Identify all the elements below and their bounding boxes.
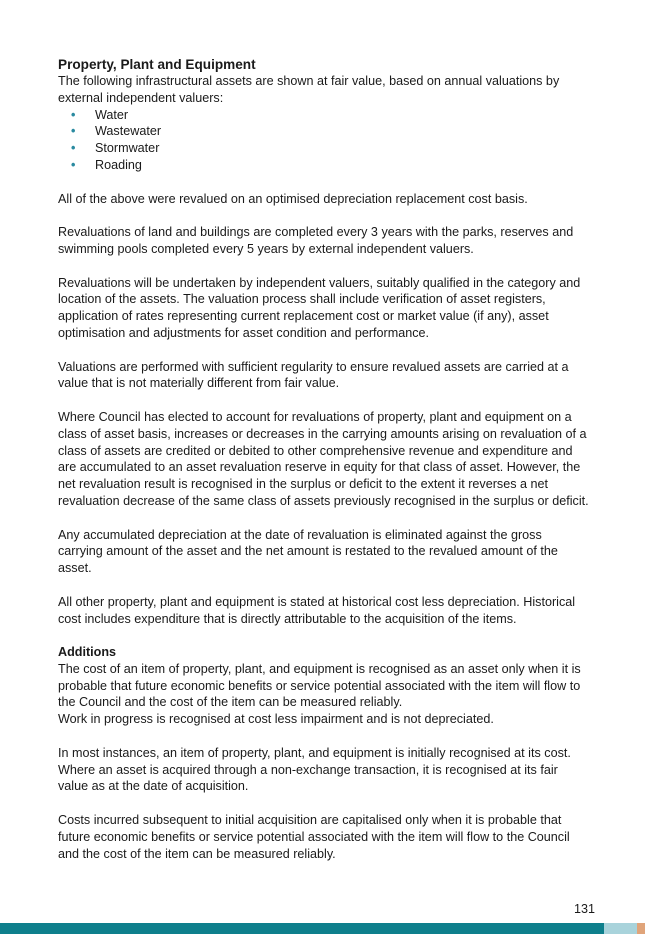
footer-bar-light (604, 923, 637, 934)
paragraph-initial-cost: In most instances, an item of property, plant, and equipment is initially recognised at its cost. Where an asset is acquired through a non-exchange transaction, it is recognised at its fair value as at the date of acquisition. (58, 745, 571, 794)
list-item-label: Stormwater (95, 141, 160, 156)
footer-bar (0, 923, 645, 934)
paragraph-accumulated-depreciation: Any accumulated depreciation at the date of revaluation is eliminated against the gross carrying amount of the asset and the net amount is restated to the revalued amount of the asset. (58, 527, 558, 576)
additions-heading: Additions (58, 645, 117, 660)
paragraph-subsequent-costs: Costs incurred subsequent to initial acquisition are capitalised only when it is probable that future economic benefits or service potential associated with the item will flow to the Council and the cost of the item can be measured reliably. (58, 813, 570, 861)
footer-bar-main (0, 923, 604, 934)
list-item (58, 107, 590, 124)
page-number: 131 (573, 902, 595, 916)
paragraph-work-in-progress: Work in progress is recognised at cost less impairment and is not depreciated. (58, 712, 494, 727)
asset-list (58, 107, 590, 174)
list-item (58, 157, 590, 174)
bullet-icon: • (71, 107, 76, 122)
paragraph-class-revaluation: Where Council has elected to account for revaluations of property, plant and equipment on a class of asset basis, increases or decreases in the carrying amounts arising on revaluation of a class of assets are credited or debited to other comprehensive revenue and expenditure and are accumulated to an asset revaluation reserve in equity for that class of asset. However, the net revaluation result is recognised in the surplus or deficit to the extent it reverses a net revaluation decrease of the same class of assets previously recognised in the surplus or deficit. (58, 409, 589, 508)
bullet-icon: • (71, 124, 76, 139)
paragraph-valuation-regularity: Valuations are performed with sufficient regularity to ensure revalued assets are carried at a value that is not materially different from fair value. (58, 359, 569, 391)
bullet-icon: • (71, 141, 76, 156)
bullet-icon: • (71, 157, 76, 172)
paragraph-historical-cost: All other property, plant and equipment is stated at historical cost less depreciation. Historical cost includes expenditure that is directly attributable to the acquisition of the items. (58, 594, 576, 626)
list-item-label: Water (95, 107, 129, 122)
paragraph-land-buildings: Revaluations of land and buildings are completed every 3 years with the parks, reserves and swimming pools completed every 5 years by external independent valuers. (58, 225, 574, 256)
footer-bar-accent (637, 923, 645, 934)
paragraph-revaluation-basis: All of the above were revalued on an optimised depreciation replacement cost basis. (58, 191, 528, 206)
list-item-label: Wastewater (95, 124, 162, 139)
section-heading: Property, Plant and Equipment (58, 57, 256, 72)
list-item (58, 123, 590, 140)
list-item-label: Roading (95, 157, 142, 172)
paragraph-independent-valuers: Revaluations will be undertaken by independent valuers, suitably qualified in the category and location of the assets. The valuation process shall include verification of asset registers, application of rates representing current replacement cost or market value (if any), asset optimisation and adjustments for asset condition and performance. (58, 275, 581, 340)
paragraph-additions-recognition: The cost of an item of property, plant, and equipment is recognised as an asset only when it is probable that future economic benefits or service potential associated with the item will flow to the Council and the cost of the item can be measured reliably. (58, 661, 581, 710)
page-content (58, 56, 590, 879)
intro-paragraph: The following infrastructural assets are shown at fair value, based on annual valuations by external independent valuers: (58, 74, 560, 105)
list-item (58, 140, 590, 157)
